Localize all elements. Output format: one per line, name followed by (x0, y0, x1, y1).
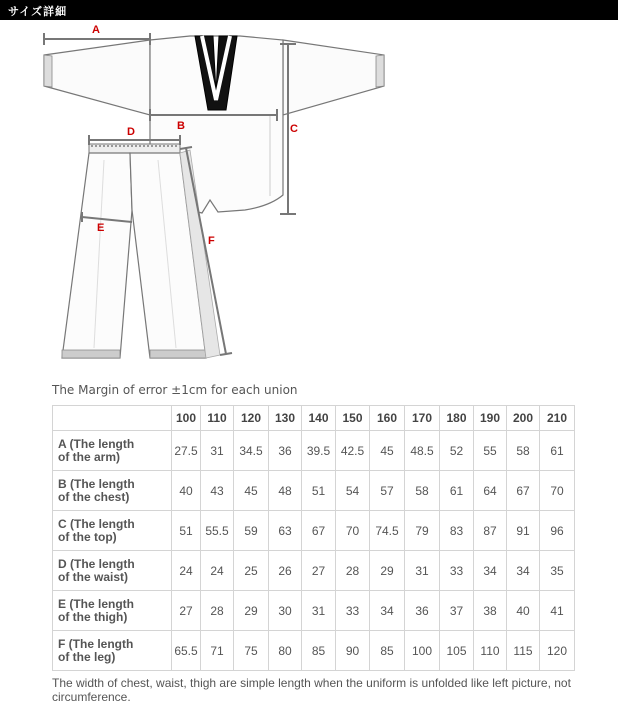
table-cell: 24 (172, 551, 201, 591)
table-cell: 63 (269, 511, 302, 551)
table-cell: 31 (201, 431, 234, 471)
uniform-diagram (0, 20, 618, 380)
table-row (53, 431, 575, 471)
table-row (53, 471, 575, 511)
table-row (53, 591, 575, 631)
size-column-header: 180 (440, 406, 474, 431)
row-label-line: E (The length (58, 596, 134, 611)
table-cell: 34.5 (234, 431, 269, 471)
size-column-header: 140 (302, 406, 336, 431)
header-bar (0, 0, 618, 20)
size-table-header-row (53, 406, 575, 431)
table-cell: 35 (540, 551, 575, 591)
label-d: D (127, 126, 135, 138)
table-cell: 91 (507, 511, 540, 551)
table-cell: 90 (336, 631, 370, 671)
row-label-line: D (The length (58, 556, 135, 571)
table-cell: 40 (507, 591, 540, 631)
size-column-header: 200 (507, 406, 540, 431)
row-label (53, 471, 172, 511)
size-column-header: 160 (370, 406, 405, 431)
table-cell: 38 (474, 591, 507, 631)
table-cell: 29 (234, 591, 269, 631)
label-c: C (290, 123, 298, 135)
table-cell: 80 (269, 631, 302, 671)
table-cell: 58 (507, 431, 540, 471)
table-cell: 29 (370, 551, 405, 591)
table-cell: 45 (234, 471, 269, 511)
table-cell: 33 (336, 591, 370, 631)
size-column-header: 110 (201, 406, 234, 431)
table-cell: 28 (336, 551, 370, 591)
row-label (53, 631, 172, 671)
row-label-line: of the top) (58, 529, 117, 544)
size-column-header: 120 (234, 406, 269, 431)
row-label-line: of the chest) (58, 489, 130, 504)
table-cell: 27 (302, 551, 336, 591)
size-column-header: 210 (540, 406, 575, 431)
table-cell: 61 (540, 431, 575, 471)
table-row (53, 631, 575, 671)
table-cell: 67 (507, 471, 540, 511)
row-label-line: C (The length (58, 516, 135, 531)
table-cell: 26 (269, 551, 302, 591)
table-cell: 54 (336, 471, 370, 511)
table-cell: 74.5 (370, 511, 405, 551)
table-cell: 27.5 (172, 431, 201, 471)
table-cell: 25 (234, 551, 269, 591)
table-cell: 87 (474, 511, 507, 551)
size-column-header: 190 (474, 406, 507, 431)
table-cell: 57 (370, 471, 405, 511)
row-label (53, 511, 172, 551)
table-cell: 27 (172, 591, 201, 631)
table-cell: 75 (234, 631, 269, 671)
table-cell: 79 (405, 511, 440, 551)
table-cell: 71 (201, 631, 234, 671)
row-label-line: of the waist) (58, 569, 129, 584)
table-cell: 52 (440, 431, 474, 471)
margin-of-error-caption: The Margin of error ±1cm for each union (52, 383, 298, 397)
table-cell: 36 (405, 591, 440, 631)
table-cell: 41 (540, 591, 575, 631)
table-cell: 61 (440, 471, 474, 511)
table-cell: 34 (507, 551, 540, 591)
table-cell: 85 (370, 631, 405, 671)
size-column-header: 170 (405, 406, 440, 431)
label-a: A (92, 24, 100, 36)
row-label (53, 431, 172, 471)
table-cell: 39.5 (302, 431, 336, 471)
table-cell: 110 (474, 631, 507, 671)
table-cell: 37 (440, 591, 474, 631)
label-b: B (177, 120, 185, 132)
corner-cell (53, 406, 172, 431)
table-cell: 31 (405, 551, 440, 591)
table-row (53, 551, 575, 591)
table-cell: 100 (405, 631, 440, 671)
table-cell: 24 (201, 551, 234, 591)
table-cell: 34 (474, 551, 507, 591)
label-e: E (97, 222, 105, 234)
table-cell: 96 (540, 511, 575, 551)
table-cell: 58 (405, 471, 440, 511)
row-label-line: A (The length (58, 436, 135, 451)
row-label-line: B (The length (58, 476, 135, 491)
table-cell: 85 (302, 631, 336, 671)
table-cell: 40 (172, 471, 201, 511)
table-cell: 33 (440, 551, 474, 591)
table-cell: 30 (269, 591, 302, 631)
row-label-line: F (The length (58, 636, 134, 651)
table-cell: 105 (440, 631, 474, 671)
size-table (52, 405, 575, 671)
table-cell: 34 (370, 591, 405, 631)
table-row (53, 511, 575, 551)
label-f: F (208, 235, 215, 247)
table-cell: 120 (540, 631, 575, 671)
table-cell: 48 (269, 471, 302, 511)
table-cell: 28 (201, 591, 234, 631)
row-label (53, 591, 172, 631)
table-cell: 55.5 (201, 511, 234, 551)
row-label-line: of the thigh) (58, 609, 128, 624)
table-cell: 67 (302, 511, 336, 551)
table-cell: 55 (474, 431, 507, 471)
table-cell: 59 (234, 511, 269, 551)
page-title: サイズ詳細 (8, 5, 68, 18)
footnote: The width of chest, waist, thigh are simple length when the uniform is unfolded like left picture, not circumference. (52, 676, 571, 704)
table-cell: 43 (201, 471, 234, 511)
table-cell: 83 (440, 511, 474, 551)
size-column-header: 130 (269, 406, 302, 431)
table-cell: 36 (269, 431, 302, 471)
table-cell: 45 (370, 431, 405, 471)
row-label-line: of the leg) (58, 649, 116, 664)
table-cell: 70 (336, 511, 370, 551)
table-cell: 48.5 (405, 431, 440, 471)
table-cell: 70 (540, 471, 575, 511)
table-cell: 42.5 (336, 431, 370, 471)
table-cell: 31 (302, 591, 336, 631)
row-label-line: of the arm) (58, 449, 121, 464)
table-cell: 115 (507, 631, 540, 671)
row-label (53, 551, 172, 591)
table-cell: 65.5 (172, 631, 201, 671)
size-column-header: 150 (336, 406, 370, 431)
table-cell: 51 (172, 511, 201, 551)
size-column-header: 100 (172, 406, 201, 431)
table-cell: 64 (474, 471, 507, 511)
table-cell: 51 (302, 471, 336, 511)
